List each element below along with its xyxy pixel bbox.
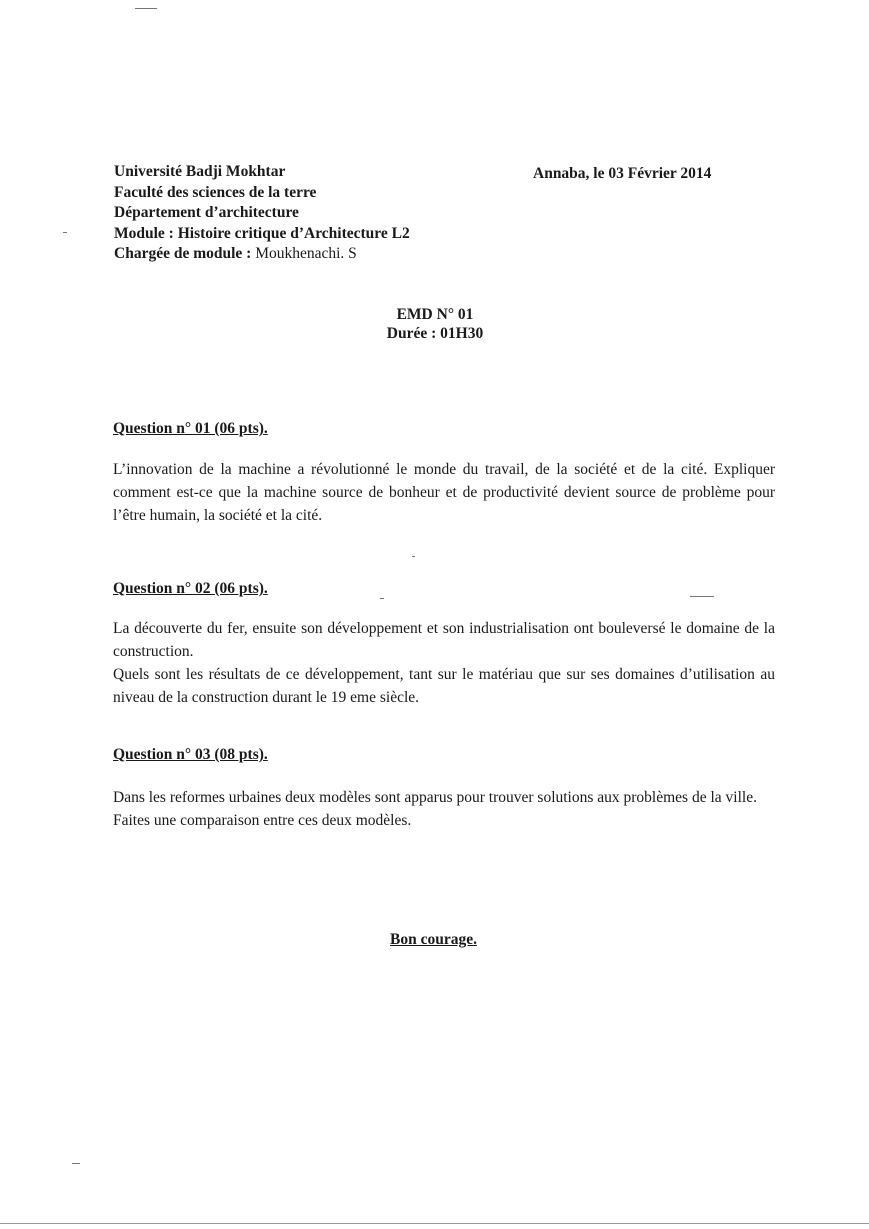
question-3-paragraph-1: Dans les reformes urbaines deux modèles sont apparus pour trouver solutions aux problèmes de la ville.	[113, 789, 757, 806]
exam-duration: Durée : 01H30	[386, 325, 484, 342]
closing-remark: Bon courage.	[390, 931, 477, 948]
university-name: Université Badji Mokhtar	[114, 163, 286, 180]
scan-speck	[63, 232, 67, 233]
faculty-name: Faculté des sciences de la terre	[114, 183, 317, 201]
exam-title-block	[340, 305, 530, 343]
question-1-text	[113, 458, 775, 527]
question-1-heading: Question n° 01 (06 pts).	[113, 420, 268, 437]
scan-speck	[412, 556, 415, 557]
question-2-paragraph-1: La découverte du fer, ensuite son développement et son industrialisation ont bouleversé le domaine de la construction.	[113, 620, 775, 660]
department-name: Département d’architecture	[114, 204, 299, 221]
question-2-paragraph-2: Quels sont les résultats de ce développement, tant sur le matériau que sur ses domaines d’utilisation au niveau de la construction durant le 19 eme siècle.	[113, 666, 775, 706]
question-2-heading: Question n° 02 (06 pts).	[113, 580, 268, 597]
scan-speck	[135, 8, 157, 9]
institution-block	[114, 162, 410, 265]
scan-edge	[0, 1223, 869, 1224]
scan-speck	[690, 596, 714, 597]
question-3-text	[113, 786, 775, 832]
scan-speck	[72, 1163, 80, 1164]
scan-speck	[380, 598, 384, 599]
question-2-text	[113, 617, 775, 709]
place-date: Annaba, le 03 Février 2014	[533, 165, 712, 182]
lecturer-line: Chargée de module : Moukhenachi. S	[114, 245, 357, 262]
exam-title: EMD N° 01	[396, 306, 474, 323]
question-3-paragraph-2: Faites une comparaison entre ces deux modèles.	[113, 812, 412, 829]
module-line: Module : Histoire critique d’Architecture L2	[114, 224, 410, 242]
question-1-paragraph: L’innovation de la machine a révolutionné le monde du travail, de la société et de la cité. Expliquer comment est-ce que la machine source de bonheur et de productivité devient source de problème pour l’être humain, la société et la cité.	[113, 461, 775, 524]
question-3-heading: Question n° 03 (08 pts).	[113, 746, 268, 763]
